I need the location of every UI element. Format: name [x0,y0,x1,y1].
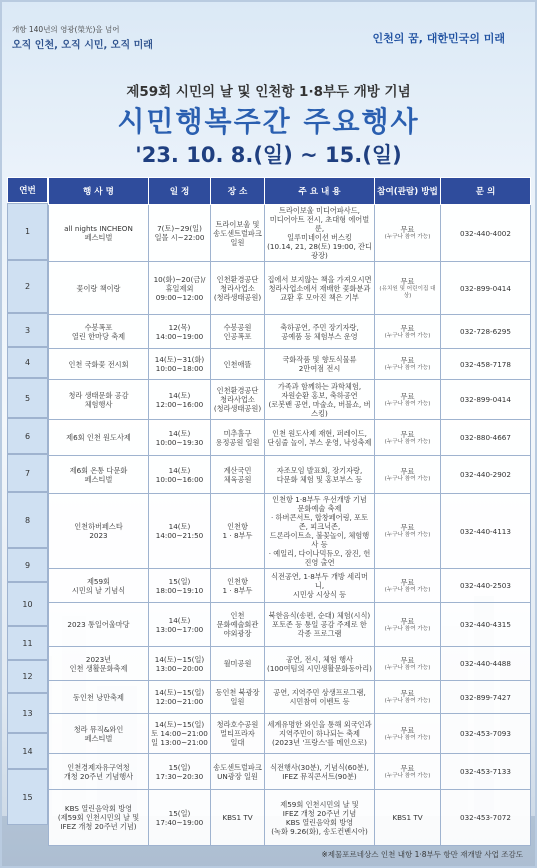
row-number: 8 [7,492,48,548]
contact-phone: 032-440-4002 [441,205,531,262]
page-title: 시민행복주간 주요행사 [117,105,420,138]
event-content: 자조모임 발표회, 장기자랑, 다문화 체험 및 홍보부스 등 [265,456,375,494]
table-row [49,205,531,262]
event-name: 청라 생태문화 공감 체험행사 [49,380,149,420]
table-row [49,754,531,790]
event-date: 7(토)~29(일) 일몰 시~22:00 [149,205,211,262]
method-note: (누구나 참여 가능) [384,365,431,371]
contact-phone: 032-458-7178 [441,349,531,380]
row-number: 1 [7,203,48,260]
method-text: 무료 [400,577,415,587]
method-note: (누구나 참여 가능) [384,734,431,741]
method-text: 무료 [400,466,415,476]
participation-method [375,494,441,569]
method-note: (누구나 참여 가능) [384,698,431,704]
event-date: 14(토) 10:00~19:30 [149,420,211,456]
event-date: 14(토) 13:00~17:00 [149,603,211,647]
contact-phone: 032-440-2902 [441,456,531,494]
table-row [49,262,531,315]
row-number: 5 [7,378,48,418]
row-number: 3 [7,313,48,347]
event-place: 미추홀구 용정공원 일원 [211,420,265,456]
event-place: 인천 문화예술회관 야외광장 [211,603,265,647]
row-number: 14 [7,733,48,769]
table-row [49,603,531,647]
event-date: 14(토) 10:00~16:00 [149,456,211,494]
method-note: (누구나 참여 가능) [384,400,431,407]
table-row [49,420,531,456]
method-text: 무료 [400,391,415,401]
contact-phone: 032-899-0414 [441,380,531,420]
event-content: 식전공연, 1·8부두 개방 세리머니, 시민상 시상식 등 [265,569,375,603]
event-name: 인천하버페스타 2023 [49,494,149,569]
table-row [49,790,531,846]
event-place: 계산국민 체육공원 [211,456,265,494]
event-content: 북한음식(송편, 순대) 체험(시식) 포토존 등 통일 공감 주제로 한 각종 프로그램 [265,603,375,647]
logo-text: 인천의 꿈, 대한민국의 미래 [372,32,505,45]
event-place: 동인천 북광장 일원 [211,681,265,714]
contact-phone: 032-440-4113 [441,494,531,569]
method-text: 무료 [400,356,415,365]
event-name: 수봉폭포 열린 한마당 축제 [49,315,149,349]
event-place: 인천환경공단 청라사업소 (청라생태공원) [211,380,265,420]
event-date: 14(토)~15(일) 12:00~21:00 [149,681,211,714]
event-content: 국화작품 및 향토식물류 2만여점 전시 [265,349,375,380]
row-number: 2 [7,260,48,313]
contact-phone: 032-440-4315 [441,603,531,647]
row-number: 6 [7,418,48,454]
event-name: 제6회 인천 원도사제 [49,420,149,456]
row-number: 4 [7,347,48,378]
method-text: 무료 [400,225,415,234]
header-method: 참여(관람) 방법 [375,178,441,205]
method-text: KBS1 TV [392,813,423,822]
event-date: 14(토)~31(화) 10:00~18:00 [149,349,211,380]
footnote: ※제물포르네상스 인천 내항 1·8부두 항만 재개발 사업 조감도 [321,850,523,859]
row-number: 7 [7,454,48,492]
row-number-column [7,177,48,825]
method-text: 무료 [400,689,415,698]
event-place: 청라호수공원 멀티프라자 일대 [211,714,265,754]
event-name: KBS 열린음악회 방영 (제59회 인천시민의 날 및 IFEZ 개청 20주년 기념) [49,790,149,846]
event-place: KBS1 TV [211,790,265,846]
event-date: 14(토)~15(일) 13:00~20:00 [149,647,211,681]
contact-phone: 032-453-7093 [441,714,531,754]
method-note: (유치원 및 어린이집 대상) [379,285,436,299]
event-name: 인천경제자유구역청 개청 20주년 기념행사 [49,754,149,790]
event-content: 가족과 함께하는 과학체험, 자원순환 홍보, 축하공연 (로봇밴 공연, 마술쇼, 버블쇼, 버스킹) [265,380,375,420]
event-content: 집에서 보지않는 책을 가져오시면 청라사업소에서 재배한 꽃화분과 교환 후 모아진 책은 기부 [265,262,375,315]
table-row [49,647,531,681]
contact-phone: 032-899-7427 [441,681,531,714]
contact-phone: 032-453-7133 [441,754,531,790]
slogan: 오직 인천, 오직 시민, 오직 미래 [12,40,153,51]
table-row [49,456,531,494]
header-no: 연번 [7,177,48,203]
event-content: 제59회 인천시민의 날 및 IFEZ 개청 20주년 기념 KBS 열린음악회 방영 (녹화 9.26(화), 송도컨벤시아) [265,790,375,846]
participation-method [375,420,441,456]
event-name: 동인천 낭만축제 [49,681,149,714]
method-text: 무료 [400,523,415,532]
table-row [49,494,531,569]
participation-method [375,681,441,714]
event-name: 2023 통일어울마당 [49,603,149,647]
participation-method [375,380,441,420]
row-number: 10 [7,582,48,626]
event-date: 14(토) 12:00~16:00 [149,380,211,420]
method-note: (누구나 참여 가능) [384,234,431,240]
contact-phone: 032-440-4488 [441,647,531,681]
table-row [49,681,531,714]
event-name: 제59회 시민의 날 기념식 [49,569,149,603]
method-note: (누구나 참여 가능) [384,664,431,671]
event-place: 인천애뜰 [211,349,265,380]
participation-method [375,754,441,790]
method-text: 무료 [400,276,415,286]
method-note: (누구나 참여 가능) [384,475,431,482]
row-number: 12 [7,660,48,693]
header-content: 주 요 내 용 [265,178,375,205]
method-note: (누구나 참여 가능) [384,625,431,632]
event-name: all nights INCHEON 페스티벌 [49,205,149,262]
event-date: 15(일) 17:40~19:00 [149,790,211,846]
participation-method [375,603,441,647]
event-content: 인천 원도사제 재현, 퍼레이드, 단심줄 놀이, 부스 운영, 낙성축제 [265,420,375,456]
header-contact: 문 의 [441,178,531,205]
method-note: (누구나 참여 가능) [384,332,431,339]
event-date: 15(일) 17:30~20:30 [149,754,211,790]
row-number: 11 [7,626,48,660]
participation-method [375,205,441,262]
table-row [49,380,531,420]
method-text: 무료 [400,763,415,773]
event-content: 공연, 전시, 체험 행사 (100여팀의 시민생활문화동아리) [265,647,375,681]
participation-method [375,349,441,380]
event-place: 월미공원 [211,647,265,681]
table-row [49,714,531,754]
contact-phone: 032-453-7072 [441,790,531,846]
event-place: 인천환경공단 청라사업소 (청라생태공원) [211,262,265,315]
event-place: 트라이보울 및 송도센트럴파크 일원 [211,205,265,262]
event-place: 인천항 1 · 8부두 [211,494,265,569]
participation-method [375,790,441,846]
header-date: 일 정 [149,178,211,205]
participation-method [375,714,441,754]
row-number: 13 [7,693,48,733]
row-number: 9 [7,548,48,582]
event-date: 14(토)~15(일) 토 14:00~21:00 일 13:00~21:00 [149,714,211,754]
event-date: 12(목) 14:00~19:00 [149,315,211,349]
contact-phone: 032-728-6295 [441,315,531,349]
table-row [49,349,531,380]
event-name: 2023년 인천 생활문화축제 [49,647,149,681]
event-date: 10(화)~20(금)/ 휴일제외 09:00~12:00 [149,262,211,315]
participation-method [375,647,441,681]
method-text: 무료 [400,655,415,665]
event-place: 수봉공원 인공폭포 [211,315,265,349]
event-content: 세계유명한 와인을 통해 외국인과 지역주민이 하나되는 축제 (2023년 '프랑스'를 메인으로) [265,714,375,754]
method-note: (누구나 참여 가능) [384,586,431,593]
method-text: 무료 [400,725,415,735]
event-dates: '23. 10. 8.(일) ~ 15.(일) [135,143,402,167]
event-content: 축하공연, 주민 장기자랑, 공예품 등 체험부스 운영 [265,315,375,349]
event-place: 인천항 1 · 8부두 [211,569,265,603]
header-place: 장 소 [211,178,265,205]
event-content: 인천항 1·8부두 우선개방 기념 문화예술 축제 · 하버콘서트, 합창페어링, 포토존, 피크닉존, 드론라이트쇼, 불꽃놀이, 체험행사 등 · 예일리, 다이나믹듀오, 잠진, 헌진영 출연 [265,494,375,569]
participation-method [375,315,441,349]
method-note: (누구나 참여 가능) [384,772,431,779]
event-subtitle: 제59회 시민의 날 및 인천항 1·8부두 개방 기념 [126,84,411,100]
event-content: 식전행사(30분), 기념식(60분), IFEZ 뮤직콘서트(90분) [265,754,375,790]
method-note: (누구나 참여 가능) [384,532,431,538]
city-logo [372,30,505,46]
event-date: 14(토) 14:00~21:50 [149,494,211,569]
event-place: 송도센트럴파크 UN광장 일원 [211,754,265,790]
schedule-table [48,177,531,846]
method-text: 무료 [400,616,415,626]
row-number: 15 [7,769,48,825]
method-note: (누구나 참여 가능) [384,438,431,445]
event-name: 인천 국화꽃 전시회 [49,349,149,380]
participation-method [375,456,441,494]
participation-method [375,262,441,315]
event-date: 15(일) 18:00~19:10 [149,569,211,603]
method-text: 무료 [400,429,415,439]
method-text: 무료 [400,323,415,333]
slogan-small: 개항 140년의 영광(榮光)을 넘어 [12,25,120,34]
table-header-row [49,178,531,205]
table-row [49,315,531,349]
participation-method [375,569,441,603]
header-name: 행 사 명 [49,178,149,205]
contact-phone: 032-899-0414 [441,262,531,315]
event-name: 청라 뮤직&와인 페스티벌 [49,714,149,754]
event-name: 제6회 온통 다문화 페스티벌 [49,456,149,494]
event-content: 트라이보울 미디어파사드, 미디어아트 전시, 초대형 에어벌룬, 일루미네이션 버스킹 (10.14, 21, 28(토) 19:00, 잔디광장) [265,205,375,262]
event-name: 꽃이랑 책이랑 [49,262,149,315]
event-content: 공연, 지역주민 상생프로그램, 시민참여 이벤트 등 [265,681,375,714]
table-row [49,569,531,603]
contact-phone: 032-440-2503 [441,569,531,603]
contact-phone: 032-880-4667 [441,420,531,456]
